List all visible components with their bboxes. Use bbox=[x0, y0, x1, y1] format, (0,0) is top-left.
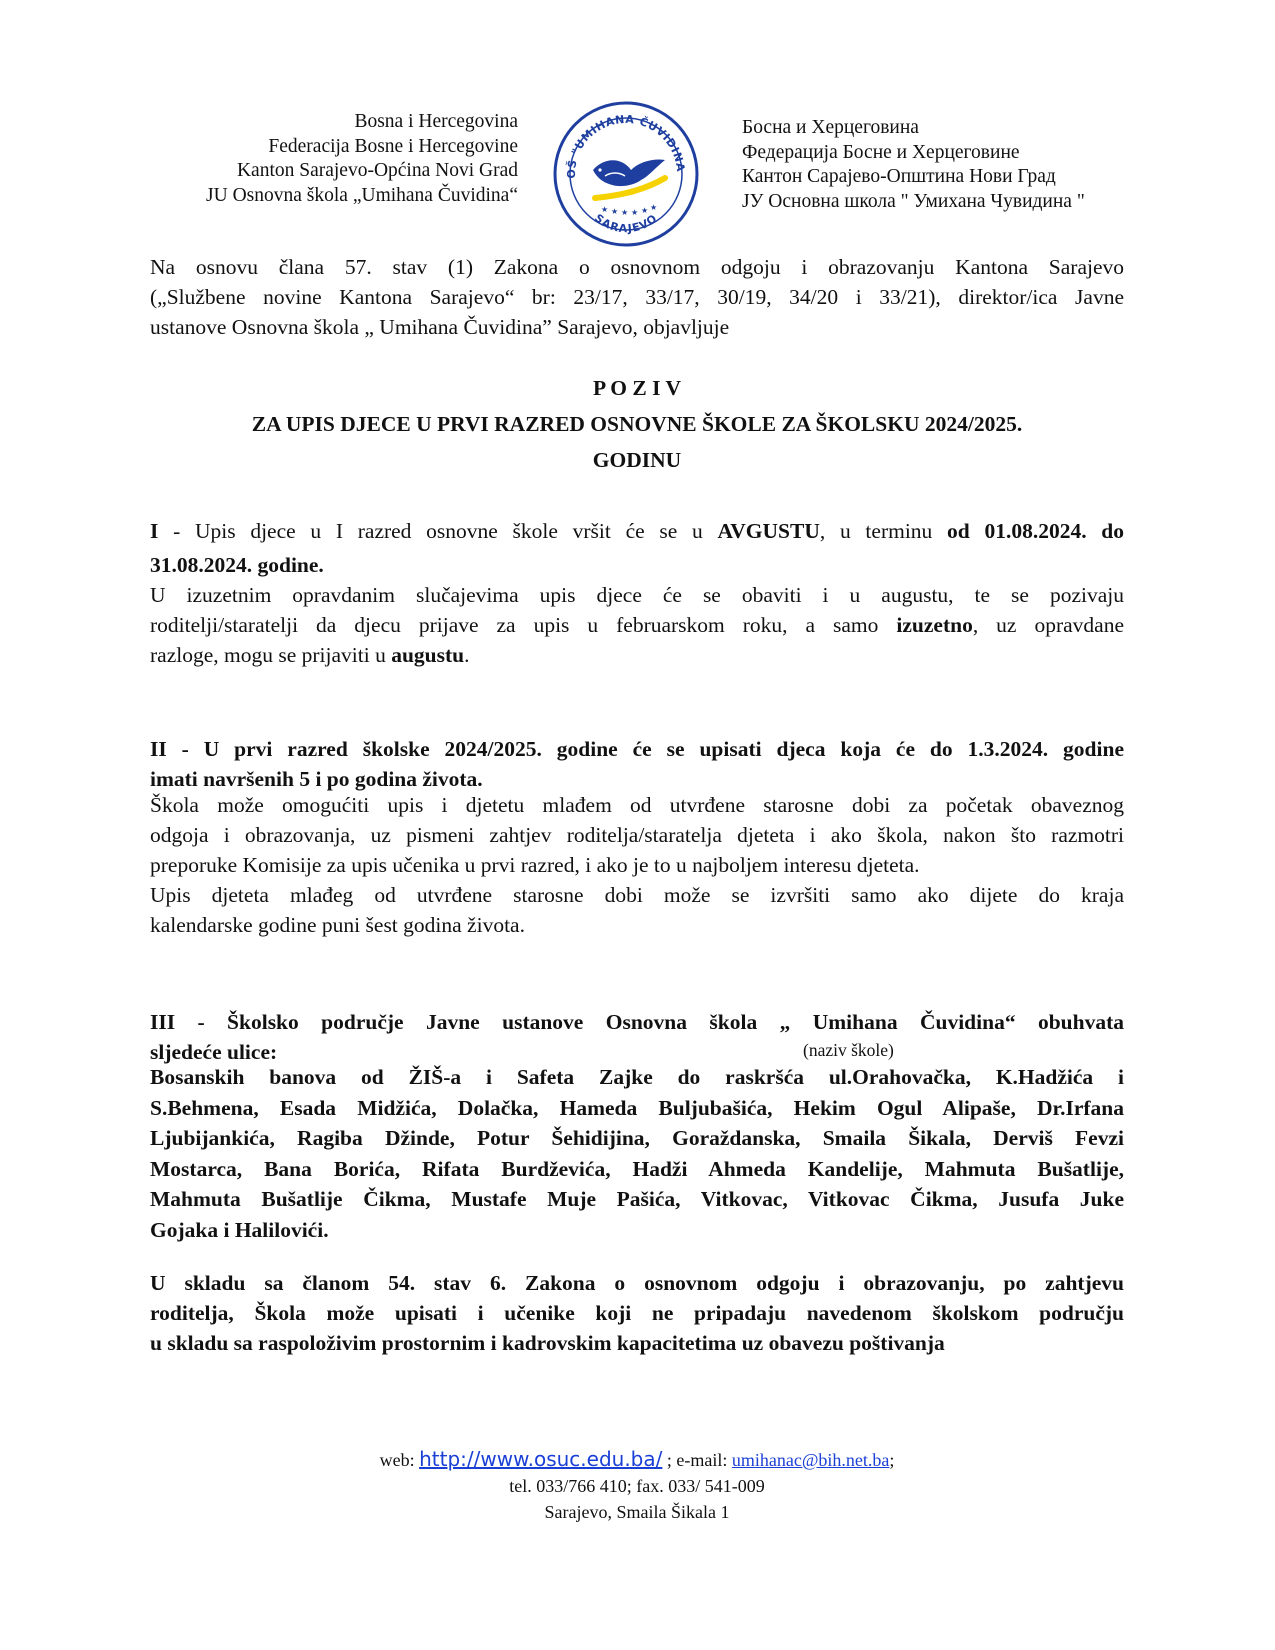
website-link[interactable]: http://www.osuc.edu.ba/ bbox=[419, 1447, 663, 1471]
school-logo bbox=[553, 100, 699, 248]
section-1-paragraph bbox=[150, 580, 1124, 670]
header-left-line: Kanton Sarajevo-Općina Novi Grad bbox=[236, 160, 518, 181]
logo-bottom-text: SARAJEVO bbox=[591, 211, 661, 236]
section-2-heading bbox=[150, 734, 1124, 794]
section-1-text: razloge, mogu se prijaviti u bbox=[150, 643, 392, 667]
header-right-line: Босна и Херцеговина bbox=[742, 117, 919, 138]
footer-email-end: ; bbox=[889, 1450, 895, 1470]
svg-text:★: ★ bbox=[650, 203, 658, 212]
section-2-line: preporuke Komisije za upis učenika u prvi razred, i ako je to u najboljem interesu djeteta. bbox=[150, 853, 920, 877]
footer-web-label: web: bbox=[379, 1450, 420, 1470]
header-right-line: Кантон Сарајево-Општина Нови Град bbox=[742, 166, 1056, 187]
section-1-emphasis: augustu bbox=[391, 643, 465, 667]
footer-phone: tel. 033/766 410; fax. 033/ 541-009 bbox=[509, 1476, 765, 1496]
title-line: P O Z I V bbox=[592, 376, 681, 400]
section-3-heading bbox=[150, 1007, 1124, 1067]
section-4-paragraph bbox=[150, 1268, 1124, 1358]
section-1-line bbox=[150, 640, 1124, 670]
section-2-paragraph bbox=[150, 790, 1124, 940]
section-1-text: - Upis djece u I razred osnovne škole vršit će se u bbox=[158, 519, 718, 543]
section-1-line bbox=[150, 610, 1124, 640]
section-4-line: roditelja, Škola može upisati i učenike koji ne pripadaju navedenom školskom području bbox=[150, 1301, 1124, 1325]
street-line: Bosanskih banova od ŽIŠ-a i Safeta Zajke do raskršća ul.Orahovačka, K.Hadžića i bbox=[150, 1065, 1124, 1089]
section-2-line: odgoja i obrazovanja, uz pismeni zahtjev roditelja/staratelja djeteta i ako škola, nakon što razmotri bbox=[150, 823, 1124, 847]
logo-arc-text: OŠ "UMIHANA ČUVIDINA bbox=[564, 112, 688, 179]
svg-text:★: ★ bbox=[611, 207, 619, 216]
header-right-line: Федерација Босне и Херцеговине bbox=[742, 141, 1020, 163]
section-1-text: . bbox=[464, 643, 470, 667]
section-2-line: Škola može omogućiti upis i djetetu mlađem od utvrđene starosne dobi za početak obaveznog bbox=[150, 793, 1124, 817]
street-line: Ljubijankića, Ragiba Džinde, Potur Šehidijina, Goraždanska, Smaila Šikala, Derviš Fevzi bbox=[150, 1126, 1124, 1150]
footer-address: Sarajevo, Smaila Šikala 1 bbox=[544, 1502, 730, 1522]
header-left-line: JU Osnovna škola „Umihana Čuvidina“ bbox=[206, 184, 518, 206]
section-2-heading-line: II - U prvi razred školske 2024/2025. godine će se upisati djeca koja će do 1.3.2024. godine bbox=[150, 737, 1124, 761]
intro-line: ustanove Osnovna škola „ Umihana Čuvidina” Sarajevo, objavljuje bbox=[150, 315, 730, 339]
street-line: Mahmuta Bušatlije Čikma, Mustafe Muje Pašića, Vitkovac, Vitkovac Čikma, Jusufa Juke bbox=[150, 1187, 1124, 1211]
section-2-line: kalendarske godine puni šest godina života. bbox=[150, 913, 525, 937]
section-1-date-to: 31.08.2024. godine. bbox=[150, 553, 324, 577]
footer-email-label: ; e-mail: bbox=[662, 1450, 732, 1470]
school-logo-graphic bbox=[553, 100, 699, 248]
section-1-text: , u terminu bbox=[819, 519, 948, 543]
street-line: S.Behmena, Esada Midžića, Dolačka, Hameda Buljubašića, Hekim Ogul Alipaše, Dr.Irfana bbox=[150, 1095, 1124, 1120]
street-list bbox=[150, 1062, 1124, 1245]
header-right-line: ЈУ Основна школа " Умихана Чувидина " bbox=[742, 190, 1085, 212]
street-line: Gojaka i Halilovići. bbox=[150, 1217, 329, 1242]
document-title bbox=[150, 370, 1124, 478]
header-left-block bbox=[150, 110, 518, 208]
svg-text:★: ★ bbox=[621, 208, 629, 217]
email-link[interactable]: umihanac@bih.net.ba bbox=[731, 1450, 890, 1470]
intro-line: Na osnovu člana 57. stav (1) Zakona o osnovnom odgoju i obrazovanju Kantona Sarajevo bbox=[150, 255, 1124, 279]
street-line: Mostarca, Bana Borića, Rifata Burdževića, Hadži Ahmeda Kandelije, Mahmuta Bušatlije, bbox=[150, 1156, 1124, 1181]
section-2-heading-line: imati navršenih 5 i po godina života. bbox=[150, 767, 483, 791]
title-line: ZA UPIS DJECE U PRVI RAZRED OSNOVNE ŠKOLE ZA ŠKOLSKU 2024/2025. bbox=[251, 412, 1023, 436]
school-name-note: (naziv škole) bbox=[803, 1040, 894, 1060]
footer bbox=[150, 1446, 1124, 1525]
section-1-month: AVGUSTU bbox=[717, 519, 820, 543]
section-1 bbox=[150, 514, 1124, 582]
section-1-heading bbox=[150, 514, 1124, 548]
footer-contact-line bbox=[150, 1446, 1124, 1473]
section-1-emphasis: izuzetno bbox=[896, 613, 973, 637]
header-right-block bbox=[742, 116, 1182, 214]
title-line: GODINU bbox=[592, 448, 682, 472]
svg-text:★: ★ bbox=[631, 208, 639, 217]
section-1-text: , uz opravdane bbox=[972, 613, 1124, 637]
section-3-heading-line: sljedeće ulice: bbox=[150, 1040, 278, 1064]
svg-text:★: ★ bbox=[601, 205, 609, 214]
intro-line: („Službene novine Kantona Sarajevo“ br: 23/17, 33/17, 30/19, 34/20 i 33/21), direktor/ica Javne bbox=[150, 285, 1124, 309]
section-4-line: u skladu sa raspoloživim prostornim i kadrovskim kapacitetima uz obavezu poštivanja bbox=[150, 1331, 945, 1355]
section-3-heading-line: III - Školsko područje Javne ustanove Osnovna škola „ Umihana Čuvidina“ obuhvata bbox=[150, 1010, 1124, 1034]
section-1-line: U izuzetnim opravdanim slučajevima upis djece će se obaviti i u augustu, te se pozivaju bbox=[150, 583, 1124, 607]
section-1-number: I bbox=[150, 519, 159, 543]
section-1-text: roditelji/staratelji da djecu prijave za upis u februarskom roku, a samo bbox=[150, 613, 897, 637]
section-1-date-from: od 01.08.2024. do bbox=[947, 519, 1125, 543]
header-left-line: Bosna i Hercegovina bbox=[354, 111, 518, 132]
svg-text:★: ★ bbox=[641, 206, 649, 215]
section-2-line: Upis djeteta mlađeg od utvrđene starosne dobi može se izvršiti samo ako dijete do kraja bbox=[150, 883, 1124, 907]
intro-paragraph bbox=[150, 252, 1124, 342]
header-left-line: Federacija Bosne i Hercegovine bbox=[268, 135, 518, 157]
section-4-line: U skladu sa članom 54. stav 6. Zakona o osnovnom odgoju i obrazovanju, po zahtjevu bbox=[150, 1271, 1124, 1295]
